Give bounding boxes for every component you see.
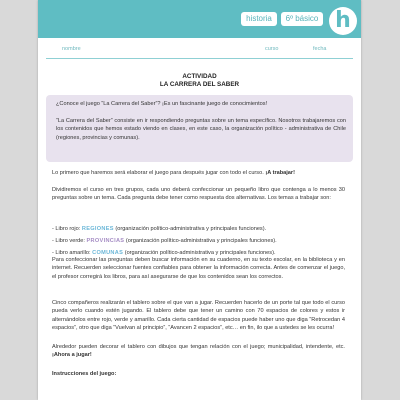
book-prefix: - Libro rojo:: [52, 226, 81, 232]
books-list: [52, 223, 345, 259]
paragraph-first-text: Lo primero que haremos será elaborar el juego para después jugar con todo el curso.: [52, 170, 264, 176]
book-suffix: (organización político-administrativa y principales funciones).: [125, 238, 277, 244]
book-keyword: REGIONES: [81, 226, 114, 232]
worksheet-page: [38, 0, 361, 400]
logo-letter: h: [335, 8, 351, 33]
book-item-green: [52, 235, 345, 247]
paragraph-decorate-text: Alrededor pueden decorar el tablero con dibujos que tengan relación con el juego; municipalidad, intendente, etc.: [52, 344, 345, 350]
grade-badge: 6º básico: [281, 12, 323, 26]
worksheet-header: [38, 0, 361, 65]
paragraph-board: Cinco compañeros realizarán el tablero sobre el que van a jugar. Recuerden hacerlo de un porte tal que todo el curso pueda verlo cuando estén jugando. El tablero debe que tener un camino con 70 espacios de colores y estos ir alternándolos entre rojo, verde y amarillo. Cada cierta cantidad de espacios puede haber uno que diga “Retrocedan 4 espacios”, otro que diga “Vuelvan al principio”, “Avancen 2 espacios”, etc… en fin, ilo que a ustedes se les ocurra!: [52, 300, 345, 331]
book-suffix: (organización político-administrativa y principales funciones).: [124, 250, 276, 256]
activity-title: LA CARRERA DEL SABER: [159, 81, 240, 88]
paragraph-questions: Para confeccionar las preguntas deben buscar información en su cuaderno, en su texto escolar, en la biblioteca y en internet. Recuerden seleccionar fuentes confiables para obtener la información correcta. Antes de comenzar el juego, el profesor corregirá los libros, para así asegurarse de que los contenidos sean los correctos.: [52, 257, 345, 280]
paragraph-first-emphasis: ¡A trabajar!: [265, 170, 295, 176]
activity-label: ACTIVIDAD: [182, 73, 217, 80]
instructions-heading: Instrucciones del juego:: [52, 371, 117, 377]
intro-description: “La Carrera del Saber” consiste en ir respondiendo preguntas sobre un tema específico. Nosotros trabajaremos con los contenidos que hemos estado viendo en clases, en este caso, la organización político - administrativa de Chile (regiones, provincias y comunas).: [56, 118, 346, 141]
intro-question: ¿Conoce el juego “La Carrera del Saber”? ¡Es un fascinante juego de conocimientos!: [56, 101, 268, 107]
paragraph-decorate: [52, 343, 345, 360]
book-keyword: COMUNAS: [92, 250, 124, 256]
name-field-label: nombre: [62, 46, 81, 52]
book-suffix: (organización político-administrativa y principales funciones).: [115, 226, 267, 232]
course-field-label: curso: [265, 46, 279, 52]
paragraph-decorate-emphasis: ¡Ahora a jugar!: [52, 352, 92, 359]
paragraph-first: [52, 169, 345, 177]
date-field-label: fecha: [313, 46, 327, 52]
book-keyword: PROVINCIAS: [86, 238, 125, 244]
subject-badge: historia: [241, 12, 277, 26]
book-prefix: - Libro amarillo:: [52, 250, 91, 256]
book-item-red: [52, 223, 345, 235]
brand-logo-icon: [329, 7, 357, 35]
paragraph-teams: Dividiremos el curso en tres grupos, cada uno deberá confeccionar un pequeño libro que contenga a lo menos 30 preguntas sobre un tema. Cada pregunta debe tener como respuesta dos alternativas. Los temas a trabajar son:: [52, 187, 345, 202]
book-prefix: - Libro verde:: [52, 238, 85, 244]
fields-divider: [46, 58, 353, 59]
